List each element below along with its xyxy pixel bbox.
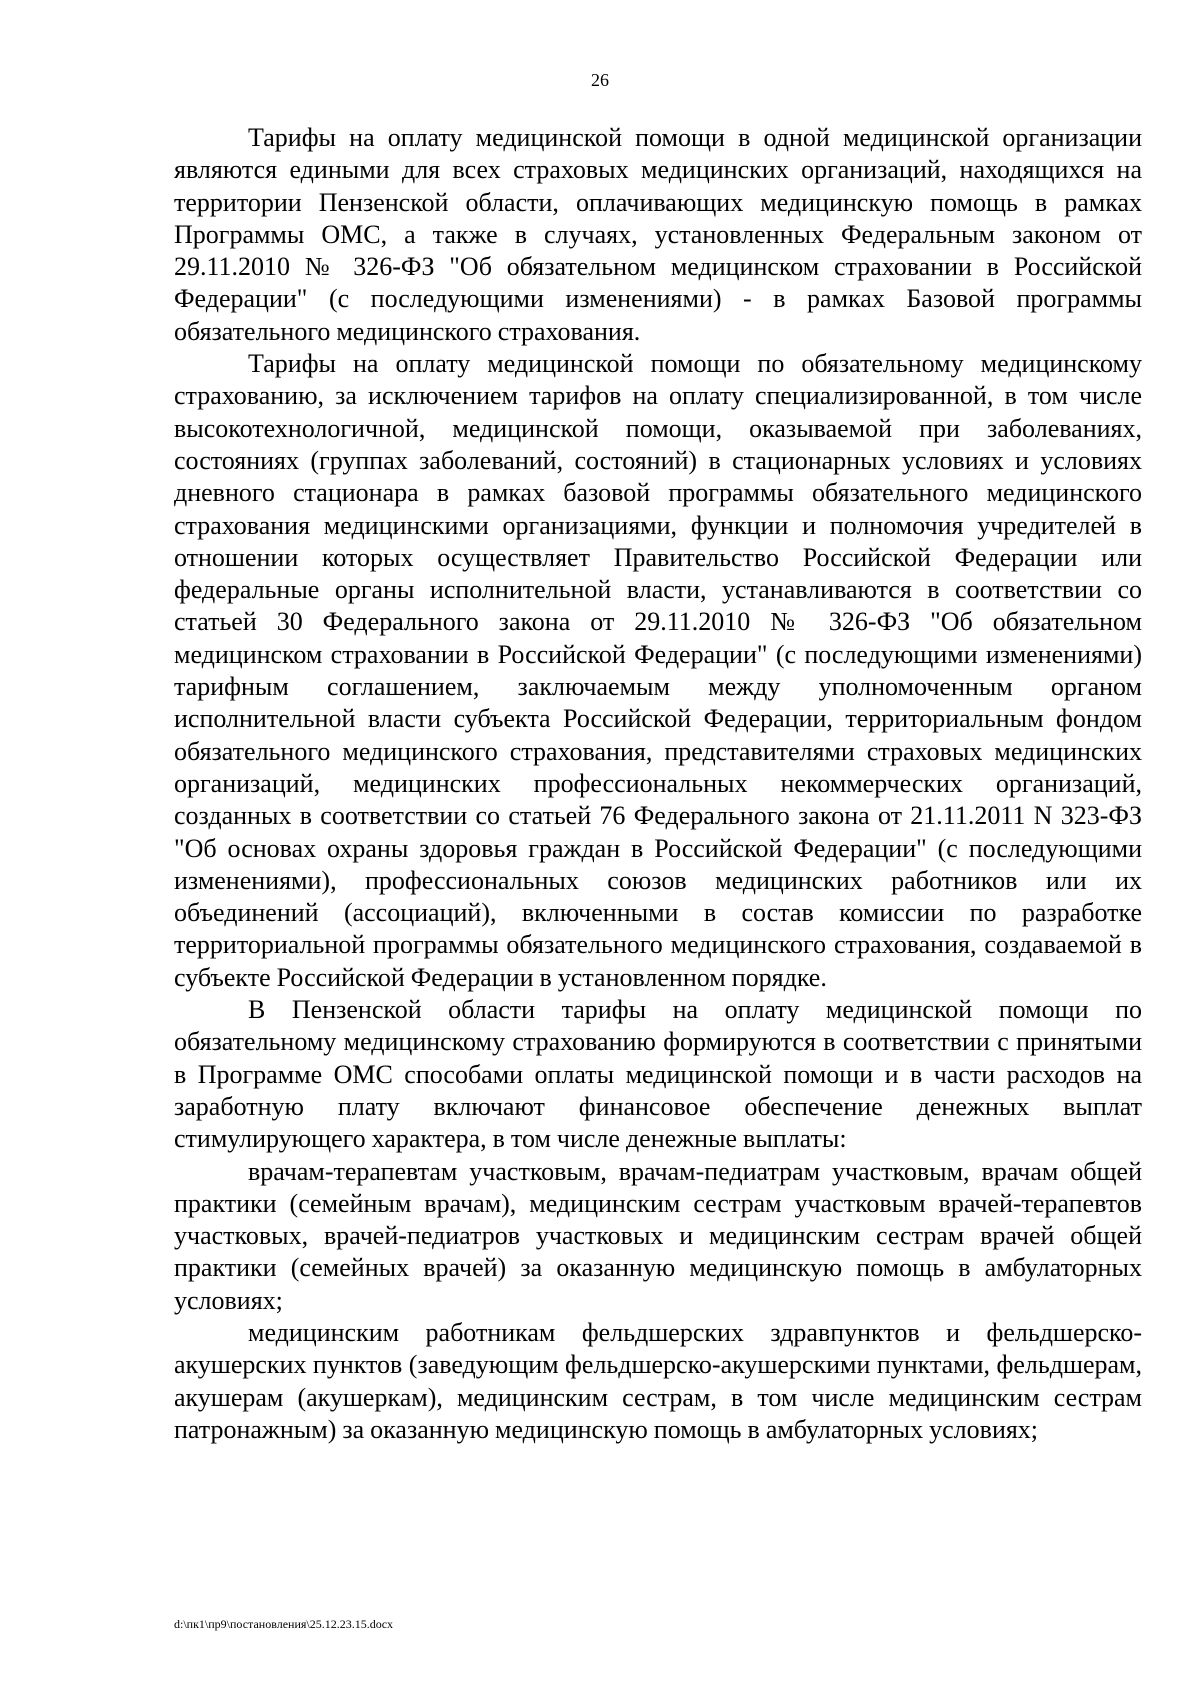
paragraph-tariffs-uniform: Тарифы на оплату медицинской помощи в одной медицинской организации являются едиными для всех страховых медицинских организаций, находящихся на территории Пензенской области, оплачивающих медицинскую помощь в рамках Программы ОМС, а также в случаях, установленных Федеральным законом от 29.11.2010 № 326-ФЗ "Об обязательном медицинском страховании в Российской Федерации" (с последующими изменениями) - в рамках Базовой программы обязательного медицинского страхования. [174,123,1142,346]
list-item-feldsher-staff: медицинским работникам фельдшерских здравпунктов и фельдшерско-акушерских пунктов (заведующим фельдшерско-акушерскими пунктами, фельдшерам, акушерам (акушеркам), медицинским сестрам, в том числе медицинским сестрам патронажным) за оказанную медицинскую помощь в амбулаторных условиях; [174,1317,1142,1444]
paragraph-penza-tariffs: В Пензенской области тарифы на оплату медицинской помощи по обязательному медицинскому страхованию формируются в соответствии с принятыми в Программе ОМС способами оплаты медицинской помощи и в части расходов на заработную плату включают финансовое обеспечение денежных выплат стимулирующего характера, в том числе денежные выплаты: [174,995,1142,1154]
page-number: 26 [591,70,609,90]
document-body [174,122,1142,1446]
list-item-district-physicians: врачам-терапевтам участковым, врачам-педиатрам участковым, врачам общей практики (семейным врачам), медицинским сестрам участковым врачей-терапевтов участковых, врачей-педиатров участковых и медицинским сестрам врачей общей практики (семейных врачей) за оказанную медицинскую помощь в амбулаторных условиях; [174,1156,1142,1315]
footer-file-path: d:\пк1\пр9\постановления\25.12.23.15.docx [174,1617,394,1631]
paragraph-tariffs-agreement: Тарифы на оплату медицинской помощи по обязательному медицинскому страхованию, за исключением тарифов на оплату специализированной, в том числе высокотехнологичной, медицинской помощи, оказываемой при заболеваниях, состояниях (группах заболеваний, состояний) в стационарных условиях и условиях дневного стационара в рамках базовой программы обязательного медицинского страхования медицинскими организациями, функции и полномочия учредителей в отношении которых осуществляет Правительство Российской Федерации или федеральные органы исполнительной власти, устанавливаются в соответствии со статьей 30 Федерального закона от 29.11.2010 № 326-ФЗ "Об обязательном медицинском страховании в Российской Федерации" (с последующими изменениями) тарифным соглашением, заключаемым между уполномоченным органом исполнительной власти субъекта Российской Федерации, территориальным фондом обязательного медицинского страхования, представителями страховых медицинских организаций, медицинских профессиональных некоммерческих организаций, созданных в соответствии со статьей 76 Федерального закона от 21.11.2011 N 323-ФЗ "Об основах охраны здоровья граждан в Российской Федерации" (с последующими изменениями), профессиональных союзов медицинских работников или их объединений (ассоциаций), включенными в состав комиссии по разработке территориальной программы обязательного медицинского страхования, создаваемой в субъекте Российской Федерации в установленном порядке. [174,349,1142,992]
